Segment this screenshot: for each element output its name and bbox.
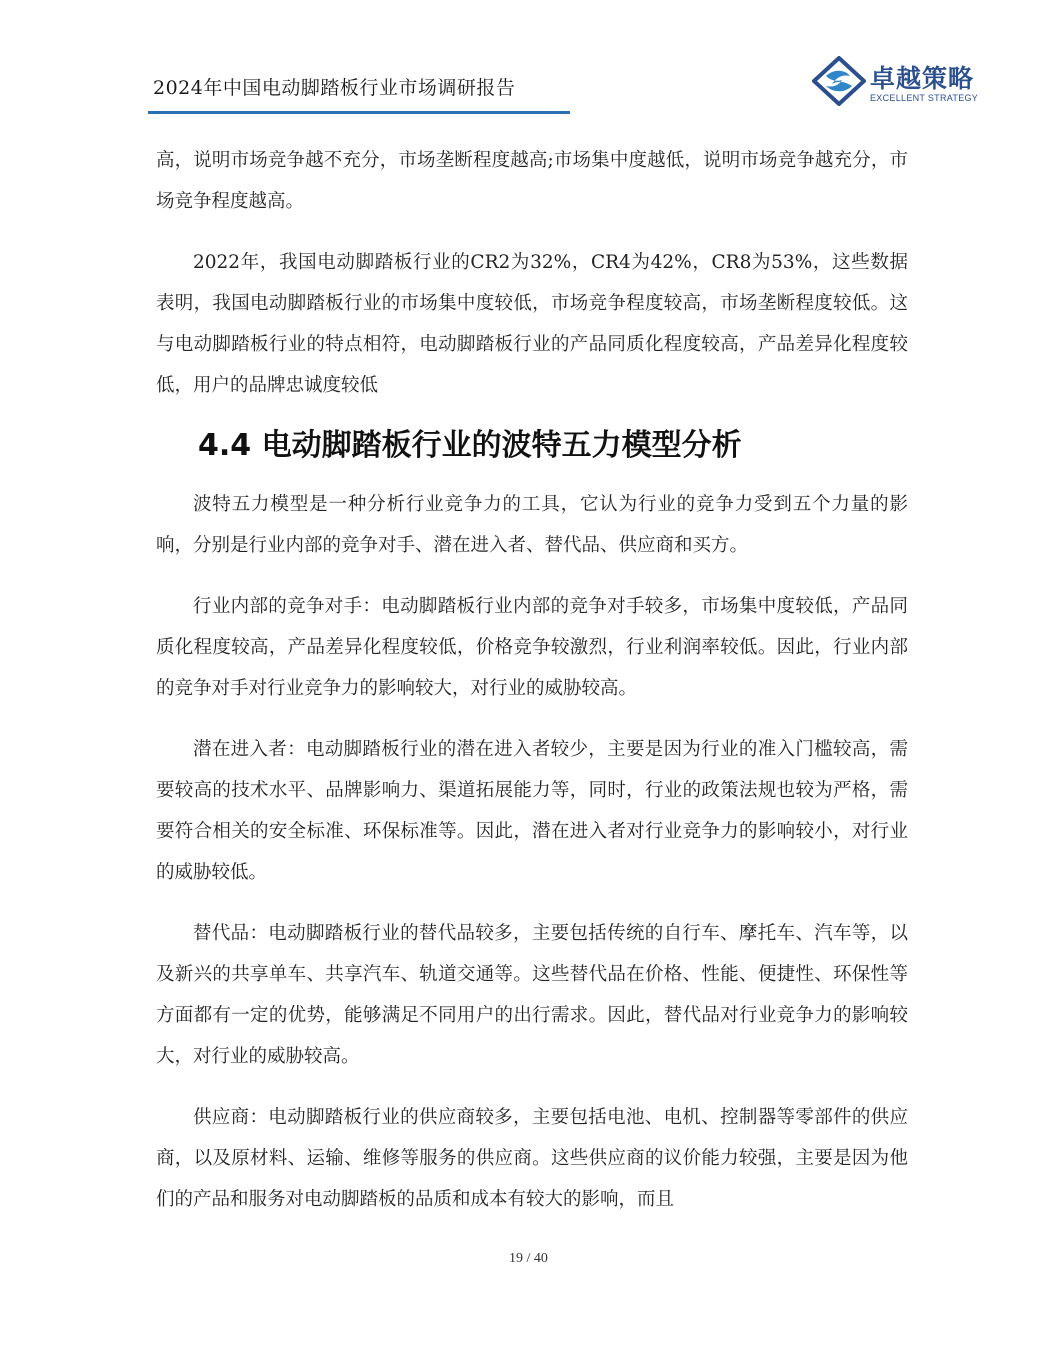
brand-logo	[812, 56, 987, 108]
paragraph-competitors: 行业内部的竞争对手：电动脚踏板行业内部的竞争对手较多，市场集中度较低，产品同质化程度较高，产品差异化程度较低，价格竞争较激烈，行业利润率较低。因此，行业内部的竞争对手对行业竞争力的影响较大，对行业的威胁较高。	[156, 596, 908, 699]
excellent-strategy-logo-icon	[812, 56, 866, 106]
paragraph-continuation: 高，说明市场竞争越不充分，市场垄断程度越高;市场集中度越低，说明市场竞争越充分，市场竞争程度越高。	[156, 150, 908, 212]
header-divider	[148, 111, 570, 114]
section-heading: 4.4 电动脚踏板行业的波特五力模型分析	[198, 428, 742, 463]
paragraph-suppliers: 供应商：电动脚踏板行业的供应商较多，主要包括电池、电机、控制器等零部件的供应商，以及原材料、运输、维修等服务的供应商。这些供应商的议价能力较强，主要是因为他们的产品和服务对电动脚踏板的品质和成本有较大的影响，而且	[156, 1107, 908, 1210]
page-body	[156, 140, 908, 1240]
page-number: 19 / 40	[509, 1251, 548, 1266]
paragraph-substitutes: 替代品：电动脚踏板行业的替代品较多，主要包括传统的自行车、摩托车、汽车等，以及新兴的共享单车、共享汽车、轨道交通等。这些替代品在价格、性能、便捷性、环保性等方面都有一定的优势，能够满足不同用户的出行需求。因此，替代品对行业竞争力的影响较大，对行业的威胁较高。	[156, 923, 908, 1067]
paragraph-potential-entrants: 潜在进入者：电动脚踏板行业的潜在进入者较少，主要是因为行业的准入门槛较高，需要较高的技术水平、品牌影响力、渠道拓展能力等，同时，行业的政策法规也较为严格，需要符合相关的安全标准、环保标准等。因此，潜在进入者对行业竞争力的影响较小，对行业的威胁较低。	[156, 739, 908, 883]
logo-english-name: EXCELLENT STRATEGY	[870, 93, 979, 103]
logo-chinese-name: 卓越策略	[870, 64, 975, 93]
page-header	[0, 0, 1057, 120]
report-title: 2024年中国电动脚踏板行业市场调研报告	[153, 77, 516, 99]
paragraph-cr-ratio: 2022年，我国电动脚踏板行业的CR2为32%，CR4为42%，CR8为53%，这些数据表明，我国电动脚踏板行业的市场集中度较低，市场竞争程度较高，市场垄断程度较低。这与电动脚踏板行业的特点相符，电动脚踏板行业的产品同质化程度较高，产品差异化程度较低，用户的品牌忠诚度较低	[156, 252, 908, 396]
paragraph-five-forces-intro: 波特五力模型是一种分析行业竞争力的工具，它认为行业的竞争力受到五个力量的影响，分别是行业内部的竞争对手、潜在进入者、替代品、供应商和买方。	[156, 494, 908, 556]
